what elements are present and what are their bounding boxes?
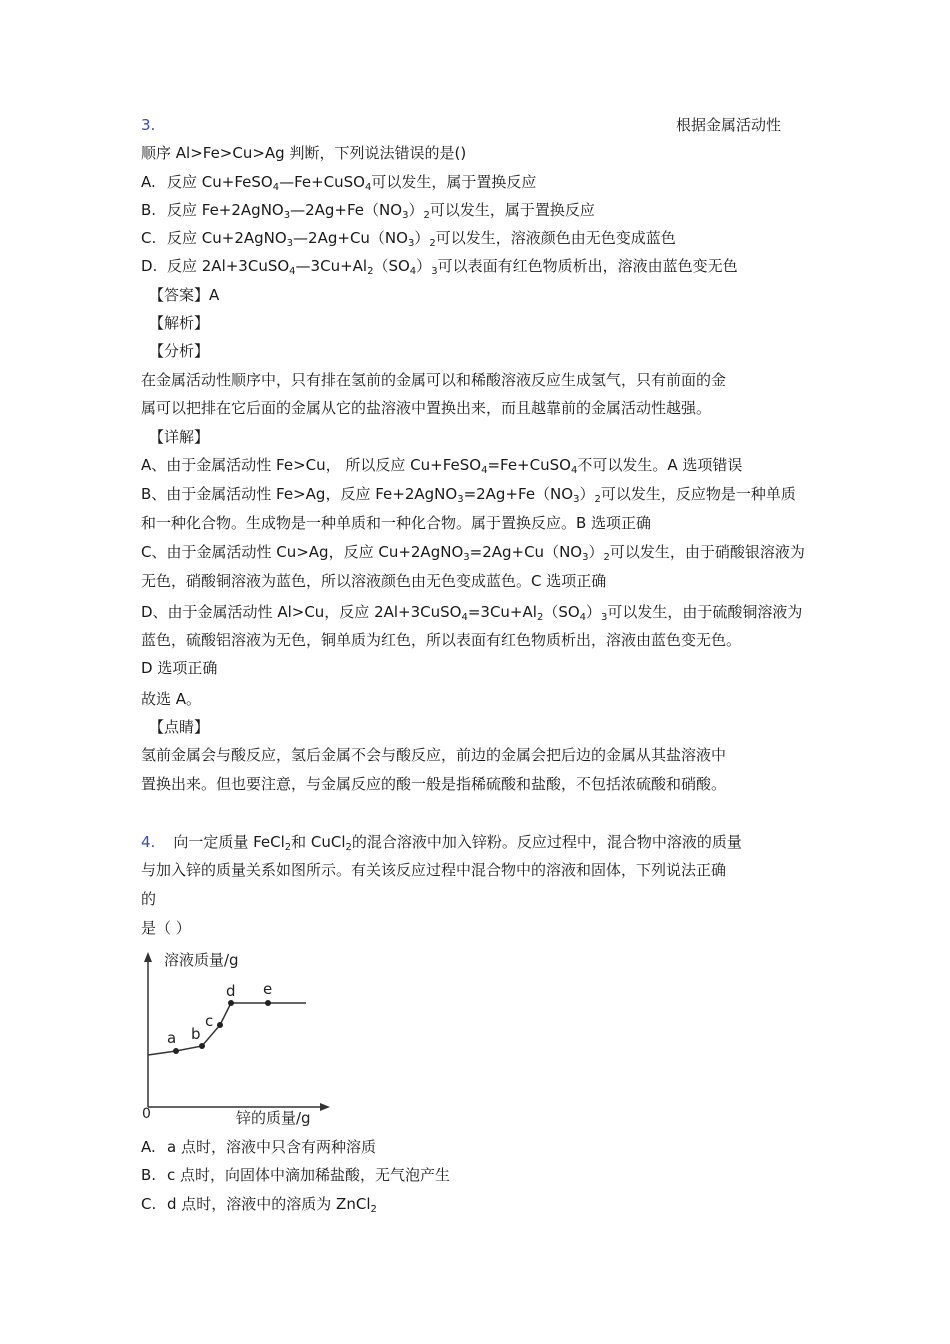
q3-detail-b-line-2: 和一种化合物。生成物是一种单质和一种化合物。属于置换反应。B 选项正确 bbox=[141, 514, 652, 532]
q3-option-a: A. 反应 Cu+FeSO$_4$—Fe+CuSO$_4$可以发生，属于置换反应 bbox=[141, 173, 537, 193]
q4-option-b: B. c 点时，向固体中滴加稀盐酸，无气泡产生 bbox=[141, 1166, 451, 1184]
q3-fenxi-heading: 【分析】 bbox=[149, 342, 210, 360]
q3-stem: 顺序 Al>Fe>Cu>Ag 判断，下列说法错误的是() bbox=[141, 144, 467, 162]
q3-option-b: B. 反应 $Fe+2AgNO_3—2Ag+Fe(NO_3)_2$可以发生，属于置换反应 bbox=[141, 201, 595, 221]
label-b: b bbox=[191, 1025, 201, 1043]
q3-option-d: D. 反应 $2Al+3CuSO_4—3Cu+Al_2(SO_4)_3$可以表面有红色物质析出，溶液由蓝色变无色 bbox=[141, 257, 738, 277]
q3-number: 3. bbox=[141, 116, 156, 134]
q3-detail-b-line-1: B、由于金属活动性 Fe>Ag，反应 $Fe+2AgNO_3=2Ag+Fe(NO_3)_2$可以发生，反应物是一种单质 bbox=[141, 485, 796, 505]
q3-dianjing-line-2: 置换出来。但也要注意，与金属反应的酸一般是指稀硫酸和盐酸，不包括浓硫酸和硝酸。 bbox=[141, 775, 727, 793]
q4-stem-line-2: 与加入锌的质量关系如图所示。有关该反应过程中混合物中的溶液和固体，下列说法正确 bbox=[141, 861, 727, 879]
label-a: a bbox=[167, 1029, 177, 1047]
q3-jiexi-heading: 【解析】 bbox=[149, 314, 210, 332]
q3-option-c: C. 反应 $Cu+2AgNO_3—2Ag+Cu(NO_3)_2$可以发生，溶液颜色由无色变成蓝色 bbox=[141, 229, 676, 249]
origin-label: 0 bbox=[142, 1106, 151, 1122]
y-axis-label: 溶液质量/g bbox=[164, 951, 239, 969]
q3-title-end: 根据金属活动性 bbox=[676, 116, 782, 134]
q3-detail-a: A、由于金属活动性 Fe>Cu， 所以反应 Cu+FeSO$_4$=Fe+CuSO$_4$不可以发生。A 选项错误 bbox=[141, 456, 743, 476]
q3-detail-c-line-1: C、由于金属活动性 Cu>Ag，反应 $Cu+2AgNO_3=2Ag+Cu(NO_3)_2$可以发生，由于硝酸银溶液为 bbox=[141, 543, 805, 563]
q3-answer: 【答案】A bbox=[149, 286, 220, 304]
q3-dianjing-heading: 【点睛】 bbox=[149, 718, 210, 736]
point-b bbox=[199, 1043, 205, 1049]
q3-fenxi-line-2: 属可以把排在它后面的金属从它的盐溶液中置换出来，而且越靠前的金属活动性越强。 bbox=[141, 399, 712, 417]
q4-stem-line-4: 是（ ） bbox=[141, 919, 191, 937]
q3-detail-d-line-3: D 选项正确 bbox=[141, 659, 218, 677]
point-d bbox=[228, 1000, 234, 1006]
label-d: d bbox=[226, 982, 236, 1000]
point-c bbox=[217, 1022, 223, 1028]
point-a bbox=[173, 1048, 179, 1054]
q3-fenxi-line-1: 在金属活动性顺序中，只有排在氢前的金属可以和稀酸溶液反应生成氢气，只有前面的金 bbox=[141, 371, 727, 389]
q3-conclusion: 故选 A。 bbox=[141, 690, 202, 708]
q4-option-c: C. d 点时，溶液中的溶质为 ZnCl$_2$ bbox=[141, 1195, 377, 1215]
q4-option-a: A. a 点时，溶液中只含有两种溶质 bbox=[141, 1138, 376, 1156]
label-e: e bbox=[263, 980, 273, 998]
q4-number: 4. bbox=[141, 833, 156, 851]
label-c: c bbox=[205, 1012, 214, 1030]
q4-figure bbox=[138, 940, 338, 1130]
q3-header bbox=[141, 115, 155, 135]
q3-xiangjie-heading: 【详解】 bbox=[149, 428, 210, 446]
q4-stem-line-3: 的 bbox=[141, 890, 157, 908]
x-axis-arrow bbox=[320, 1103, 330, 1111]
q3-detail-d-line-2: 蓝色，硫酸铝溶液为无色，铜单质为红色，所以表面有红色物质析出，溶液由蓝色变无色。 bbox=[141, 631, 742, 649]
x-axis-label: 锌的质量/g bbox=[236, 1109, 311, 1127]
q3-detail-c-line-2: 无色，硝酸铜溶液为蓝色，所以溶液颜色由无色变成蓝色。C 选项正确 bbox=[141, 572, 607, 590]
y-axis-arrow bbox=[144, 952, 152, 962]
q4-stem-line-1: 4. 向一定质量 FeCl$_2$和 CuCl$_2$的混合溶液中加入锌粉。反应过程中，混合物中溶液的质量 bbox=[141, 833, 742, 853]
point-e bbox=[265, 1000, 271, 1006]
q3-dianjing-line-1: 氢前金属会与酸反应，氢后金属不会与酸反应，前边的金属会把后边的金属从其盐溶液中 bbox=[141, 746, 727, 764]
q3-detail-d-line-1: D、由于金属活动性 Al>Cu，反应 $2Al+3CuSO_4=3Cu+Al_2(SO_4)_3$可以发生，由于硫酸铜溶液为 bbox=[141, 603, 803, 623]
